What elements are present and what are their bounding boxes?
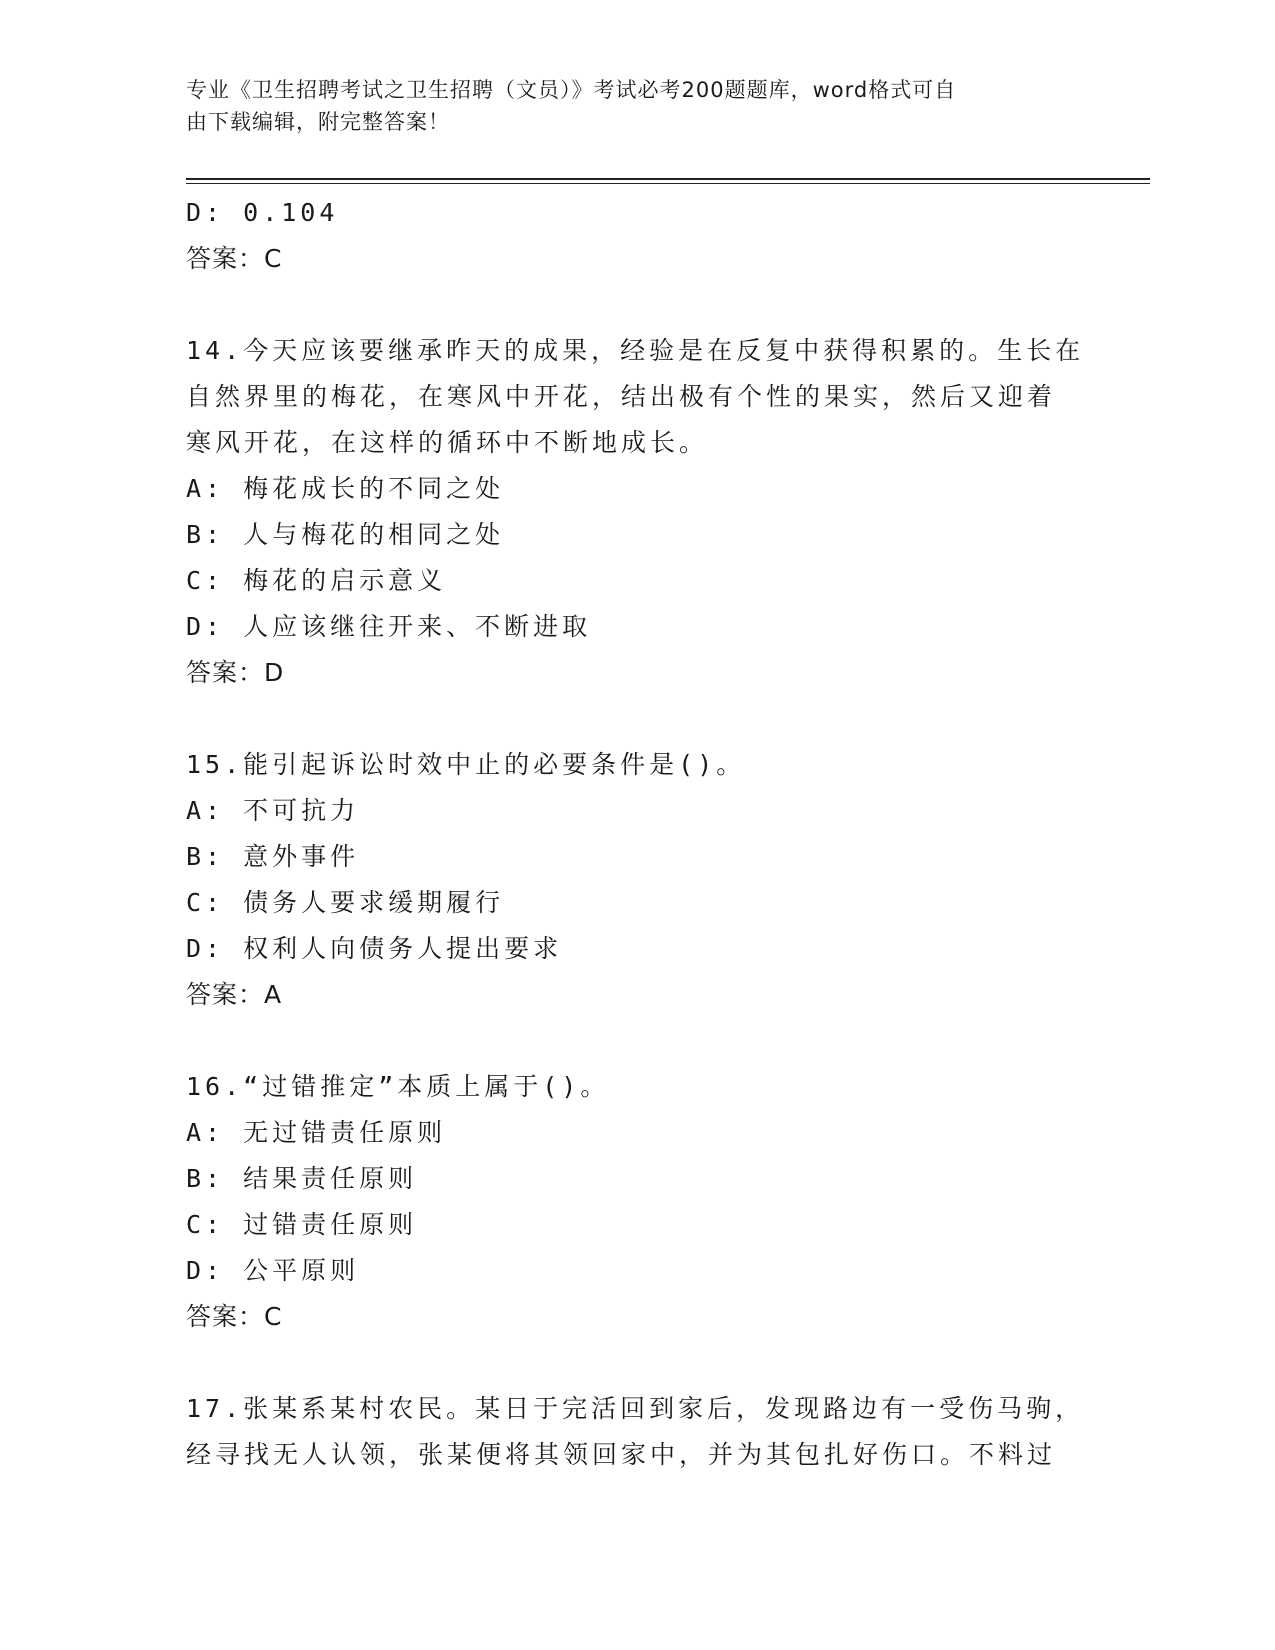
previous-question-tail bbox=[186, 190, 1086, 282]
option-d: D: 权利人向债务人提出要求 bbox=[186, 934, 563, 963]
option-b: B: 意外事件 bbox=[186, 842, 360, 871]
answer-line: 答案：A bbox=[186, 980, 283, 1009]
document-header bbox=[186, 74, 1066, 138]
option-b: B: 结果责任原则 bbox=[186, 1164, 418, 1193]
question-15 bbox=[186, 742, 1086, 1018]
stem-line: 14.今天应该要继承昨天的成果，经验是在反复中获得积累的。生长在 bbox=[186, 336, 1085, 365]
option-c: C: 债务人要求缓期履行 bbox=[186, 888, 505, 917]
option-d: D: 人应该继往开来、不断进取 bbox=[186, 612, 592, 641]
option-a: A: 梅花成长的不同之处 bbox=[186, 474, 505, 503]
stem-line: 经寻找无人认领，张某便将其领回家中，并为其包扎好伤口。不料过 bbox=[186, 1440, 1057, 1469]
question-stem bbox=[186, 742, 1086, 788]
stem-line: 寒风开花，在这样的循环中不断地成长。 bbox=[186, 428, 709, 457]
question-16 bbox=[186, 1064, 1086, 1340]
header-divider-thin bbox=[186, 183, 1150, 184]
question-stem bbox=[186, 1386, 1086, 1478]
question-stem bbox=[186, 1064, 1086, 1110]
option-a: A: 不可抗力 bbox=[186, 796, 360, 825]
question-content bbox=[186, 190, 1086, 1478]
answer-line: 答案：C bbox=[186, 1302, 283, 1331]
header-line-2: 由下载编辑，附完整答案！ bbox=[186, 110, 450, 134]
option-c: C: 梅花的启示意义 bbox=[186, 566, 447, 595]
header-line-1: 专业《卫生招聘考试之卫生招聘（文员）》考试必考200题题库，word格式可自 bbox=[186, 78, 957, 102]
stem-line: 17.张某系某村农民。某日于完活回到家后，发现路边有一受伤马驹， bbox=[186, 1394, 1085, 1423]
option-b: B: 人与梅花的相同之处 bbox=[186, 520, 505, 549]
option-c: C: 过错责任原则 bbox=[186, 1210, 418, 1239]
question-stem bbox=[186, 328, 1086, 466]
option-d: D: 0.104 bbox=[186, 198, 339, 227]
answer-line: 答案：D bbox=[186, 658, 285, 687]
stem-line: 自然界里的梅花，在寒风中开花，结出极有个性的果实，然后又迎着 bbox=[186, 382, 1057, 411]
option-a: A: 无过错责任原则 bbox=[186, 1118, 447, 1147]
header-divider-thick bbox=[186, 178, 1150, 180]
question-14 bbox=[186, 328, 1086, 696]
option-d: D: 公平原则 bbox=[186, 1256, 360, 1285]
question-17 bbox=[186, 1386, 1086, 1478]
stem-line: 15.能引起诉讼时效中止的必要条件是()。 bbox=[186, 750, 746, 779]
answer-line: 答案：C bbox=[186, 244, 283, 273]
stem-line: 16.“过错推定”本质上属于()。 bbox=[186, 1072, 610, 1101]
